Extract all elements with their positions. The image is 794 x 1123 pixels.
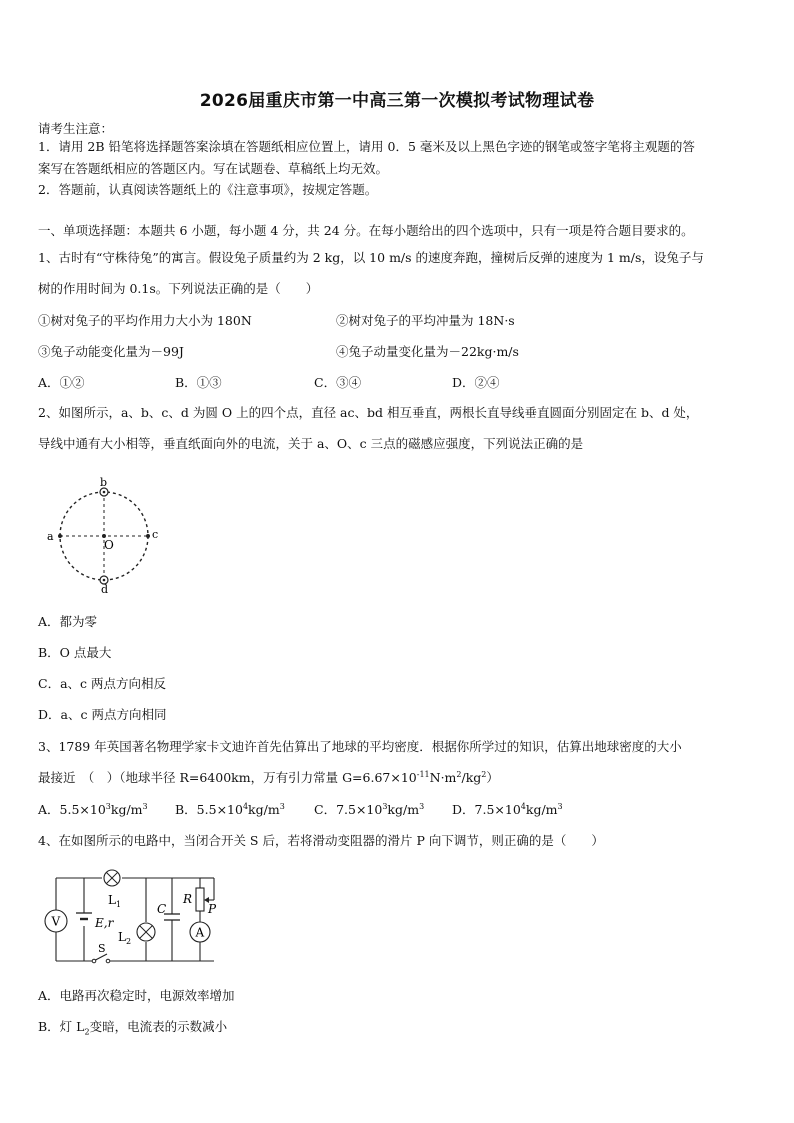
label-b: b	[100, 476, 108, 489]
lamp-l1-icon	[104, 870, 120, 886]
label-a: a	[47, 530, 54, 543]
q3-option-c: C．$7.5\times 10^3kg/m^3$	[314, 801, 425, 817]
battery-icon	[76, 913, 92, 919]
q3-option-b: B．$5.5\times 10^4kg/m^3$	[175, 801, 285, 817]
q3-option-a: A．$5.5\times 10^3kg/m^3$	[38, 801, 148, 817]
q1-statement-2: ②树对兔子的平均冲量为 18N·s	[336, 313, 515, 328]
q2-stem-a: 2、如图所示，a、b、c、d 为圆 O 上的四个点，直径 ac、bd 相互垂直，两根长直导线垂直圆面分别固定在 b、d 处，	[38, 405, 699, 420]
q2-stem-b: 导线中通有大小相等，垂直纸面向外的电流，关于 a、O、c 三点的磁感应强度，下列说法正确的是	[38, 436, 584, 451]
label-d: d	[101, 583, 109, 594]
q1-option-c: C．③④	[314, 375, 362, 390]
q2-option-a: A．都为零	[38, 614, 98, 629]
q3-stem-b: 最接近 （ ）（地球半径 R=6400km，万有引力常量 $G=6.67\times 10^{-11}N\cdot m^2/kg^2$）	[38, 769, 499, 785]
capacitor-icon	[164, 914, 180, 920]
q1-option-d: D．②④	[452, 375, 500, 390]
switch-icon	[92, 954, 110, 963]
notice-item-1-b: 案写在答题纸相应的答题区内。写在试题卷、草稿纸上均无效。	[38, 161, 389, 176]
label-c: c	[152, 528, 159, 541]
label-emf: E,r	[95, 916, 114, 930]
q2-circle-diagram	[40, 474, 170, 594]
label-l1: $L_1$	[108, 893, 122, 909]
label-o: O	[104, 538, 114, 552]
wire-b-icon	[100, 488, 108, 496]
label-c: C	[157, 902, 167, 916]
q2-option-b: B．O 点最大	[38, 645, 112, 660]
q1-statement-4: ④兔子动量变化量为－22kg·m/s	[336, 344, 519, 359]
point-a-dot	[58, 534, 62, 538]
q2-option-d: D．a、c 两点方向相同	[38, 707, 167, 722]
q2-option-c: C．a、c 两点方向相反	[38, 676, 166, 691]
q1-stem-a: 1、古时有“守株待兔”的寓言。假设兔子质量约为 2 kg，以 10 m/s 的速度奔跑，撞树后反弹的速度为 1 m/s，设兔子与	[38, 250, 704, 265]
svg-text:V: V	[51, 914, 61, 929]
voltmeter-icon	[45, 910, 67, 932]
notice-heading: 请考生注意：	[38, 121, 114, 136]
q1-stem-b: 树的作用时间为 0.1s。下列说法正确的是（ ）	[38, 281, 319, 296]
q1-option-b: B．①③	[175, 375, 222, 390]
ammeter-icon	[190, 922, 210, 942]
q3-option-d: D．$7.5\times 10^4kg/m^3$	[452, 801, 563, 817]
notice-item-1-a: 1．请用 2B 铅笔将选择题答案涂填在答题纸相应位置上，请用 0．5 毫米及以上黑色字迹的钢笔或签字笔将主观题的答	[38, 139, 695, 154]
q4-option-b: B．灯 $L_2$变暗，电流表的示数减小	[38, 1019, 228, 1037]
label-r: R	[183, 892, 193, 906]
q4-option-a: A．电路再次稳定时，电源效率增加	[38, 988, 235, 1003]
label-l2: $L_2$	[118, 930, 132, 946]
rheostat-icon	[196, 888, 204, 911]
q1-statement-3: ③兔子动能变化量为－99J	[38, 344, 184, 359]
q4-circuit-diagram	[38, 866, 228, 970]
point-c-dot	[146, 534, 150, 538]
label-s: S	[98, 942, 106, 955]
q4-stem: 4、在如图所示的电路中，当闭合开关 S 后，若将滑动变阻器的滑片 P 向下调节，则正确的是（ ）	[38, 833, 604, 848]
notice-item-2: 2．答题前，认真阅读答题纸上的《注意事项》，按规定答题。	[38, 182, 378, 197]
label-p: P	[208, 902, 217, 916]
page-title: 2026届重庆市第一中高三第一次模拟考试物理试卷	[199, 91, 595, 111]
section-heading: 一、单项选择题：本题共 6 小题，每小题 4 分，共 24 分。在每小题给出的四个选项中，只有一项是符合题目要求的。	[38, 223, 694, 238]
q1-statement-1: ①树对兔子的平均作用力大小为 180N	[38, 313, 252, 328]
q3-stem-a: 3、1789 年英国著名物理学家卡文迪许首先估算出了地球的平均密度．根据你所学过的知识，估算出地球密度的大小	[38, 739, 682, 754]
lamp-l2-icon	[137, 923, 155, 941]
svg-text:A: A	[195, 925, 205, 940]
q1-option-a: A．①②	[38, 375, 85, 390]
